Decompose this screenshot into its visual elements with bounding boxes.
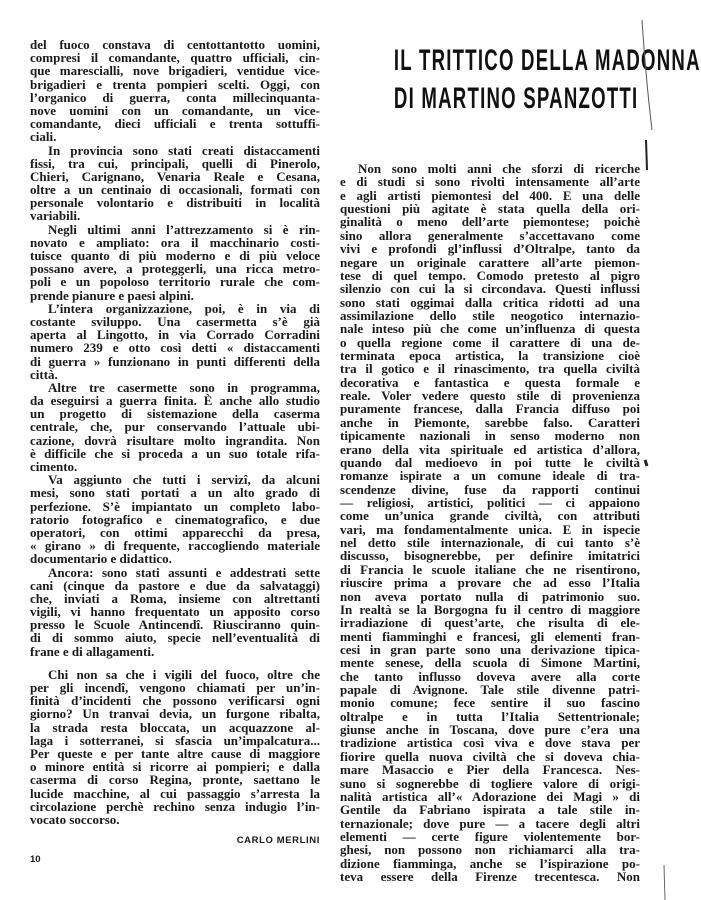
text-line: novato e ampliato: ora il macchinario costi- [30,234,320,250]
text-line: tradizione artistica così viva e dove stava per [340,735,640,751]
text-line: la strada resta bloccata, un acquazzone al- [30,719,320,735]
text-line: nalità artistica all’« Adorazione dei Magi » di [340,788,640,804]
text-line: In provincia sono stati creati distaccamenti [48,142,320,158]
article-title [335,42,701,118]
text-line: frane e di allagamenti. [30,643,155,659]
paragraph [30,302,320,381]
text-line: papale di Avignone. Tale stile divenne patri- [340,682,640,698]
text-line: che tanto influsso doveva avere alla corte [340,668,640,684]
text-line: puramente francese, dalla Francia diffuso poi [340,401,640,417]
text-line: perfezione. S’è impiantato un completo labo- [30,498,320,514]
text-line: e agli artisti piemontesi del 400. E una delle [340,187,640,203]
text-line: cazione, dovrà risultare molto ingrandita. Non [30,432,320,448]
text-line: que marescialli, nove brigadieri, ventidue vice- [30,63,320,79]
text-line: Altre tre casermette sono in programma, [48,379,320,395]
text-line: mare Masaccio e Pier della Francesca. Nes- [340,762,640,778]
text-line: centrale, che, pur conservando l’attuale ubi- [30,419,320,435]
scan-margin-edge-decoration [640,20,670,900]
text-line: costante sviluppo. Una casermetta s’è già [30,313,320,329]
text-line: possano avere, a proteggerli, una ricca metro- [30,261,320,277]
text-line: ginalità o meno dell’arte piemontese; poichè [340,214,640,230]
text-line: tese di quel tempo. Comodo pretesto al pigro [340,267,640,283]
text-line: tipicamente nazionali in senso moderno non [340,428,640,444]
text-line: ternazionale; dove pure — a tacere degli altri [340,815,640,831]
text-line: vivi e profondi gl’influssi d’Oltralpe, tanto da [340,241,640,257]
text-line: vari, ma fondamentalmente unica. E in ispecie [340,521,640,537]
text-line: cimento. [30,459,78,474]
paragraph [30,38,320,144]
text-line: Per queste e per tante altre cause di maggiore [30,745,320,761]
text-line: tuisce quanto di più moderno e di più veloce [30,248,320,263]
text-line: di guerra » funzionano in punti differenti della [30,353,320,369]
text-line: decorativa e fantastica e questa formale e [340,374,640,390]
text-line: giorno? Un tranvai devia, un furgone ribalta, [30,706,320,722]
text-line: di di sommo aiuto, specie nell’eventualità di [30,630,320,646]
text-line: cesi in gran parte sono una derivazione tipica- [340,641,640,657]
right-column-article-text [340,162,640,883]
text-line: dizione fiamminga, anche se l’ispirazione po- [340,855,640,871]
text-line: operatori, con ottimi apparecchi da presa, [30,524,320,540]
text-line: romanze ispirate a un comune ideale di tra- [340,468,640,484]
text-line: circolazione perchè rechino senza indugio l’in- [30,798,320,814]
text-line: menti fiamminghi e francesi, gli elementi fran- [340,628,640,644]
text-line: cani (cinque da pastore e due da salvataggi) [30,577,320,593]
text-line: Va aggiunto che tutti i servizî, da alcuni [48,472,320,488]
article-title-line: DI MARTINO SPANZOTTI [393,82,639,115]
text-line: da eseguirsi a guerra finita. È anche allo studio [30,393,320,409]
text-line: vigili, vi hanno frequentato un apposito corso [30,604,320,620]
text-line: quando dal medioevo in poi tutte le civiltà [340,454,640,470]
text-line: Chi non sa che i vigili del fuoco, oltre che [48,666,320,682]
paragraph [30,668,320,826]
text-line: elementi — certe figure violentemente bor- [340,828,640,844]
text-line: anche in Piemonte, sarebbe falso. Caratteri [340,414,640,430]
article-title-line: IL TRITTICO DELLA MADONNA [393,44,701,77]
text-line: per gli incendî, vengono chiamati per un’in- [30,680,320,695]
text-line: compresi il comandante, quattro ufficiali, cin- [30,50,320,66]
text-line: presso le Scuole Antincendî. Riusciranno quin- [30,617,320,633]
text-line: che, inviati a Roma, insieme con altrettanti [30,590,320,606]
text-line: è difficile che si proceda a un suo totale rifa- [30,445,320,461]
text-line: nove uomini con un comandante, un vice- [30,102,320,118]
text-line: fiorire quella nuova civiltà che si doveva chia- [340,748,640,764]
text-line: silenzio con cui la si circondava. Questi influssi [340,281,640,297]
text-line: sono stati oggimai dalla critica ridotti ad una [340,294,640,310]
text-line: di Francia le scuole italiane che ne risentirono, [340,561,640,577]
text-line: caserma di corso Regina, pronte, saettano le [30,772,320,788]
paragraph [30,473,320,565]
text-line: questioni più agitate è stata quella della ori- [340,201,640,217]
paragraph [30,144,320,223]
text-line: nale inteso più che come un’influenza di questa [340,321,640,337]
text-line: assimilazione dello stile neogotico internazio- [340,307,640,323]
text-line: oltre a un centinaio di occasionali, formati con [30,182,320,198]
text-line: città. [30,366,58,382]
text-line: riuscire prima a provare che ad esso l’Italia [340,575,640,591]
text-line: irradiazione di quest’arte, che risulta di ele- [340,615,640,631]
text-line: sino allora generalmente s’accettavano come [340,227,640,243]
paragraph [30,223,320,302]
text-line: monio comune; fece sentire il suo fascino [340,695,640,711]
paragraph [30,381,320,473]
text-line: Chieri, Carignano, Venaria Reale e Cesana, [30,168,320,184]
text-line: — religiosi, artistici, politici — ci appaiono [340,494,640,510]
paragraph [30,566,320,658]
text-line: erano della vita spirituale ed artistica d’allora, [340,441,640,457]
text-line: nel detto stile internazionale, di cui tanto s’è [340,535,640,551]
text-line: o quella regione come il carattere di una de- [340,334,640,350]
text-line: giunse anche in Toscana, dove pure c’era una [340,722,640,738]
text-line: variabili. [30,208,81,224]
text-line: Ancora: sono stati assunti e addestrati sette [48,564,320,580]
text-line: tra il gotico e il rinascimento, tra quella civiltà [340,361,640,377]
text-line: reale. Voler vedere questo stile di provenienza [340,388,640,404]
text-line: In realtà se la Borgogna fu il centro di maggiore [340,601,640,617]
text-line: discusso, bisognerebbe, per definire imitatrici [340,548,640,564]
page-number: 10 [30,854,41,865]
text-line: suno si sognerebbe di togliere valore di origi- [340,775,640,791]
text-line: aperta al Lingotto, in via Corrado Corradini [30,327,320,343]
text-line: del fuoco constava di centottantotto uomini, [30,37,320,52]
text-line: numero 239 e otto così detti « distaccamenti [30,340,320,356]
text-line: teva essere della Firenze trecentesca. Non [340,869,640,885]
text-line: comandante, dieci ufficiali e trenta sottuffi- [30,116,320,132]
text-line: L’intera organizzazione, poi, è in via di [48,300,320,316]
text-line: e di studi si sono rivolti intensamente all’arte [340,174,640,190]
text-line: documentario e didattico. [30,551,172,567]
text-line: finità d’incidenti che possono verificarsi ogni [30,693,320,709]
text-line: personale volontario e distribuiti in località [30,195,320,211]
left-column-article-text [30,38,320,826]
text-line: Gentile da Fabriano ispirata a tale stile in- [340,802,640,818]
author-signature: CARLO MERLINI [236,835,320,846]
text-line: « girano » di frequente, raccogliendo materiale [30,538,320,554]
text-line: l’organico di guerra, conta millecinquanta- [30,89,320,105]
text-line: come un’unica grande civiltà, con attributi [340,508,640,524]
text-line: oltralpe e in tutta l’Italia Settentrionale; [340,708,640,724]
text-line: terminata epoca artistica, la transizione cioè [340,348,640,364]
text-line: fissi, tra cui, principali, quelli di Pinerolo, [30,155,320,171]
text-line: ratorio fotografico e cinematografico, e due [30,511,320,527]
text-line: ghesi, non possono non richiamarci alla tra- [340,842,640,858]
text-line: non aveva portato nulla di patrimonio suo. [340,588,640,604]
paragraph [340,162,640,883]
text-line: laga i sotterranei, si sfascia un’impalcatura... [30,732,320,748]
text-line: poli e un popoloso territorio rurale che com- [30,274,320,290]
text-line: vocato soccorso. [30,811,120,827]
text-line: mente senese, della scuola di Simone Martini, [340,655,640,671]
text-line: mesi, sono stati portati a un alto grado di [30,485,320,501]
text-line: ciali. [30,129,57,145]
text-line: un progetto di sistemazione della caserma [30,406,320,422]
text-line: lucide macchine, al cui passaggio s’arresta la [30,785,320,801]
text-line: negare un originale carattere all’arte piemon- [340,254,640,270]
text-line: o minore entità si ricorre ai pompieri; e dalla [30,759,320,775]
text-line: scendenze divine, fuse da rapporti continui [340,481,640,497]
text-line: brigadieri e trenta pompieri scelti. Oggi, con [30,76,320,92]
text-line: Negli ultimi anni l’attrezzamento si è rin- [48,221,320,237]
text-line: Non sono molti anni che sforzi di ricerche [358,161,640,176]
text-line: prende pianure e paesi alpini. [30,287,194,303]
